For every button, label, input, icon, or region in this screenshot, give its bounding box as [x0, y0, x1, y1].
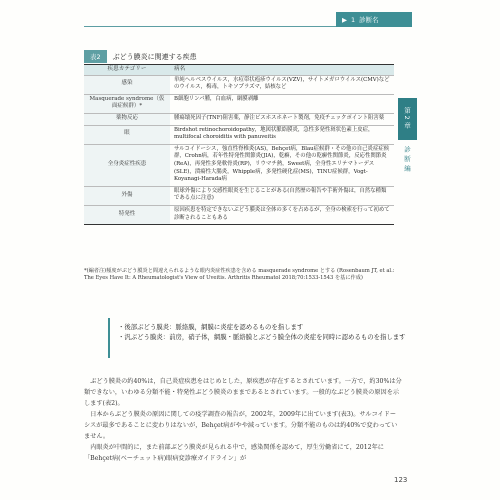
section-marker-icon: ▶ [342, 15, 347, 24]
category-cell: 薬物反応 [84, 113, 170, 125]
summary-line-posterior: ・ 後部ぶどう膜炎：脈絡膜，網膜に炎症を認めるものを指します [118, 322, 370, 332]
disease-cell: サルコイドーシス，強直性脊椎炎(AS)，Behçet病，Blau症候群・その他の自己炎症症候群，Crohn病，若年性特発性関節炎(JIA)，乾癬，その他の乾癬性関節炎，反応性関節炎(ReA)，再発性多発軟骨炎(RP)，リウマチ熱，Sweet病，全身性エリテマトーデス(SLE)，潰瘍性大腸炎，Whipple病，多発性硬化症(MS)，TINU症候群，Vogt-Koyanagi-Harada病 [170, 144, 394, 186]
section-number: 1 [351, 15, 356, 24]
chapter-label: 診断編 [403, 146, 411, 175]
table-row [84, 144, 394, 186]
disease-cell: 原因疾患を特定できないぶどう膜炎は全体の多くを占めるが，全身の検索を行って初めて診断されることもある [170, 205, 394, 224]
table-badge: 表2 [84, 50, 107, 63]
category-cell: 外傷 [84, 186, 170, 205]
disease-table-frame [84, 64, 394, 225]
disease-cell: Birdshot retinochoroidopathy，地図状脈絡膜炎，急性多発性斑状色素上皮症，multifocal choroiditis with panuveitis [170, 125, 394, 144]
section-header [336, 12, 412, 27]
body-paragraph: ぶどう膜炎の約40%は，自己炎症疾患をはじめとした，原疾患が存在するとされています。一方で，約30%は分類できない，いわゆる分類不能・特発性ぶどう膜炎のままであるとされています。一般的なぶどう膜炎の原因を示します(表2)。 [84, 378, 402, 407]
category-cell: Masquerade syndrome（仮面症候群）* [84, 94, 170, 113]
table-row [84, 125, 394, 144]
body-text [84, 376, 402, 464]
table-title: ぶどう膜炎に関連する疾患 [112, 52, 197, 61]
page-number: 123 [394, 476, 408, 484]
table-caption [84, 50, 197, 63]
category-cell: 特発性 [84, 205, 170, 224]
category-cell: 感染 [84, 75, 170, 94]
category-cell: 全身炎症性疾患 [84, 144, 170, 186]
table-row [84, 205, 394, 224]
disease-cell: B細胞リンパ腫，白血病，網膜剥離 [170, 94, 394, 113]
section-title: 診断名 [359, 16, 379, 24]
summary-line-panuveitis: ・ 汎ぶどう膜炎：前房，硝子体，網膜・脈絡膜とぶどう膜全体の炎症を同時に認めるものを指します [118, 332, 370, 342]
table-row [84, 186, 394, 205]
column-header: 疾患カテゴリー [84, 65, 170, 75]
summary-box [108, 318, 406, 358]
disease-cell: 腫瘍壊死因子(TNF)阻害薬，静注ビスホスホネート製剤，免疫チェックポイント阻害薬 [170, 113, 394, 125]
disease-cell: 単純ヘルペスウイルス，水痘帯状疱疹ウイルス(VZV)，サイトメガロウイルス(CMV)などのウイルス，梅毒，トキソプラズマ，結核など [170, 75, 394, 94]
category-cell: 眼 [84, 125, 170, 144]
table-header-row [84, 65, 394, 75]
table-row [84, 75, 394, 94]
column-header: 病名 [170, 65, 394, 75]
disease-table [84, 65, 394, 224]
body-paragraph: 内眼炎が中間的に，また前部ぶどう膜炎が見られる中で，感染関係を認めて，厚生労働省にて，2012年に「Behçet病(ベーチェット病)眼病変診療ガイドライン」が [84, 444, 384, 462]
disease-cell: 眼球外傷により交感性眼炎を生じることがある(自然歴の報告や手術外傷は，自然な種類である点に注意) [170, 186, 394, 205]
chapter-tab: 第2章 [398, 98, 417, 140]
table-footnote: *(編者注)頻度がぶどう膜炎と間違えられるような眼内炎症性疾患を含める masquerade syndrome とする (Rosenbaum JT, et al.: The Eyes Have It: A Rheumatologist's View of Uveitis. Arthritis Rheumatol 2018;70:1533-1543 を基に作成) [84, 268, 395, 282]
body-paragraph: 日本からぶどう膜炎の原因に関しての疫学調査の報告が，2002年，2009年に出ています(表3)。サルコイドーシスが最多であることに変わりはないが，Behçet病がやや減っています。分類不能のものは約40%で変わっていません。 [84, 411, 398, 440]
table-row [84, 113, 394, 125]
table-row [84, 94, 394, 113]
